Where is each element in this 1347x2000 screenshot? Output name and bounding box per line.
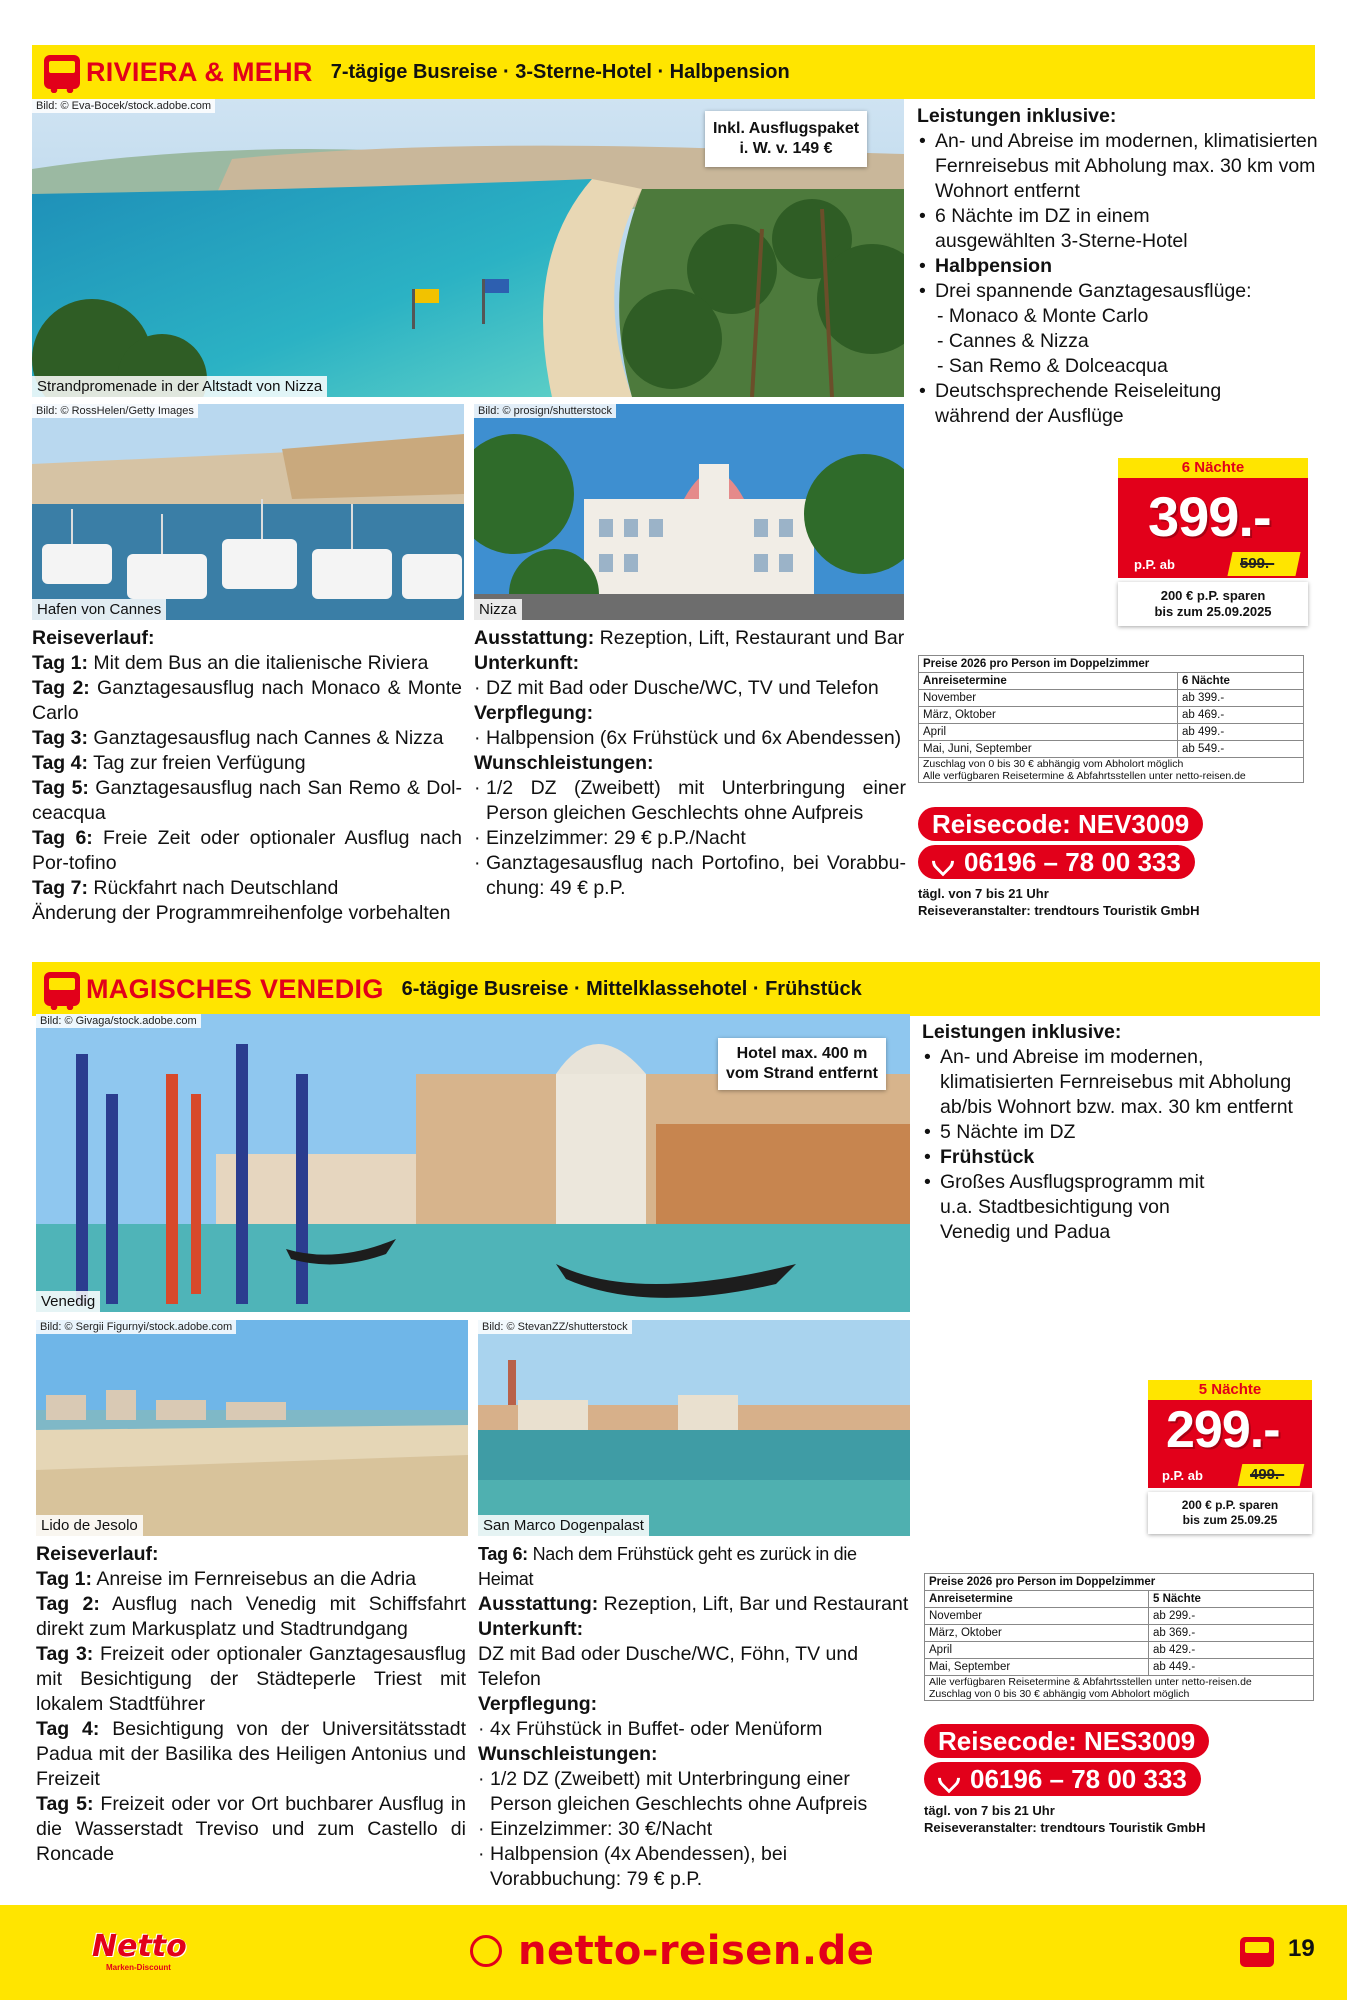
old-price: 499.- xyxy=(1250,1466,1285,1483)
tour-operator: Reiseveranstalter: trendtours Touristik GmbH xyxy=(924,1820,1206,1835)
itinerary-day: Tag 7: Rückfahrt nach Deutschland xyxy=(32,877,339,899)
verpflegung-heading: Verpflegung: xyxy=(478,1693,598,1715)
price-nights-label: 6 Nächte xyxy=(1118,458,1308,478)
price-table xyxy=(918,655,1304,783)
phone-icon xyxy=(933,1762,964,1793)
leistungen-heading: Leistungen inklusive: xyxy=(922,1021,1122,1043)
wunschleistung-item: · Ganztagesausflug nach Portofino, bei Vorabbu-chung: 49 € p.P. xyxy=(474,851,906,901)
price-value: 399.- xyxy=(1148,485,1271,548)
badge-line-2: i. W. v. 149 € xyxy=(739,140,833,157)
leistung-item: • An- und Abreise im modernen, klimatisierten Fernreisebus mit Abholung max. 30 km vom Wohnort entfernt xyxy=(917,129,1337,204)
itinerary-note: Änderung der Programmreihenfolge vorbehalten xyxy=(32,902,451,924)
price-table xyxy=(924,1573,1314,1701)
venedig-photo-left xyxy=(36,1320,468,1536)
service-hours: tägl. von 7 bis 21 Uhr xyxy=(918,886,1049,901)
photo-caption: San Marco Dogenpalast xyxy=(478,1515,649,1536)
itinerary-day: Tag 5: Freizeit oder vor Ort buchbarer Ausflug in die Wasserstadt Treviso und zum Castello di Roncade xyxy=(36,1793,466,1865)
excursion-item: - San Remo & Dolceacqua xyxy=(937,355,1168,377)
table-note: Alle verfügbaren Reisetermine & Abfahrtsstellen unter netto-reisen.de Zuschlag von 0 bis 30 € abhängig vom Abholort möglich xyxy=(925,1676,1314,1701)
table-row: Mai, September ab 449.- xyxy=(925,1659,1314,1676)
unterkunft-heading: Unterkunft: xyxy=(474,652,580,674)
venedig-itinerary xyxy=(36,1542,466,1867)
photo-caption: Hafen von Cannes xyxy=(32,599,166,620)
wunschleistung-item: · 1/2 DZ (Zweibett) mit Unterbringung einer Person gleichen Geschlechts ohne Aufpreis xyxy=(478,1767,912,1817)
table-row: April ab 499.- xyxy=(919,724,1304,741)
table-title: Preise 2026 pro Person im Doppelzimmer xyxy=(925,1574,1314,1591)
page-number: 19 xyxy=(1288,1935,1315,1962)
unterkunft-text: · DZ mit Bad oder Dusche/WC, TV und Telefon xyxy=(474,676,906,701)
unterkunft-heading: Unterkunft: xyxy=(478,1618,584,1640)
phone-number-button[interactable]: 06196 – 78 00 333 xyxy=(924,1762,1201,1796)
leistungen-heading: Leistungen inklusive: xyxy=(917,105,1117,127)
excursion-item: - Cannes & Nizza xyxy=(937,330,1089,352)
website-link[interactable]: netto-reisen.de xyxy=(470,1923,874,1979)
riviera-header-bar xyxy=(32,45,1315,99)
verpflegung-heading: Verpflegung: xyxy=(474,702,594,724)
venedig-subtitle: 6-tägige Busreise · Mittelklassehotel · Frühstück xyxy=(401,977,862,1000)
reisecode-badge: Reisecode: NEV3009 xyxy=(918,807,1203,841)
ausstattung: Ausstattung: Rezeption, Lift, Bar und Restaurant xyxy=(478,1593,909,1615)
cannes-harbour-image xyxy=(32,404,464,620)
riviera-leistungen xyxy=(917,104,1337,429)
page-footer xyxy=(0,1905,1347,2000)
photo-caption: Lido de Jesolo xyxy=(36,1515,143,1536)
riviera-title: RIVIERA & MEHR xyxy=(86,56,313,87)
netto-logo[interactable]: Netto Marken-Discount xyxy=(92,1929,187,1972)
table-row: Mai, Juni, September ab 549.- xyxy=(919,741,1304,758)
jesolo-beach-image xyxy=(36,1320,468,1536)
table-note: Zuschlag von 0 bis 30 € abhängig vom Abholort möglich Alle verfügbaren Reisetermine & Abfahrtsstellen unter netto-reisen.de xyxy=(919,758,1304,783)
table-title: Preise 2026 pro Person im Doppelzimmer xyxy=(919,656,1304,673)
photo-credit: Bild: © RossHelen/Getty Images xyxy=(32,404,198,418)
riviera-photo-right xyxy=(474,404,904,620)
verpflegung-text: · 4x Frühstück in Buffet- oder Menüform xyxy=(478,1717,912,1742)
table-header: 6 Nächte xyxy=(1178,673,1304,690)
bus-icon xyxy=(1240,1937,1274,1967)
leistung-item: • An- und Abreise im modernen, klimatisierten Fernreisebus mit Abholung ab/bis Wohnort bzw. max. 30 km entfernt xyxy=(922,1045,1302,1120)
table-row: März, Oktober ab 469.- xyxy=(919,707,1304,724)
venedig-details xyxy=(478,1542,912,1892)
leistung-item: • Deutschsprechende Reiseleitung während der Ausflüge xyxy=(917,379,1337,429)
wunschleistungen-heading: Wunschleistungen: xyxy=(478,1743,658,1765)
phone-number-button[interactable]: 06196 – 78 00 333 xyxy=(918,845,1195,879)
itinerary-day: Tag 4: Besichtigung von der Universitätsstadt Padua mit der Basilika des Heiligen Antonius und Freizeit xyxy=(36,1718,467,1790)
itinerary-day: Tag 6: Nach dem Frühstück geht es zurück in die Heimat xyxy=(478,1544,857,1589)
tour-operator: Reiseveranstalter: trendtours Touristik GmbH xyxy=(918,903,1200,918)
savings-note: 200 € p.P. sparen bis zum 25.09.25 xyxy=(1148,1492,1312,1534)
itinerary-day: Tag 3: Freizeit oder optionaler Ganztagesausflug mit Besichtigung der Städteperle Triest mit lokalem Stadtführer xyxy=(36,1643,467,1715)
price-nights-label: 5 Nächte xyxy=(1148,1380,1312,1400)
hotel-distance-badge xyxy=(718,1038,886,1090)
bus-icon xyxy=(44,972,80,1006)
savings-note: 200 € p.P. sparen bis zum 25.09.2025 xyxy=(1118,582,1308,626)
itinerary-heading: Reiseverlauf: xyxy=(32,627,155,649)
wunschleistungen-heading: Wunschleistungen: xyxy=(474,752,654,774)
table-row: April ab 429.- xyxy=(925,1642,1314,1659)
wunschleistung-item: · Einzelzimmer: 30 €/Nacht xyxy=(478,1817,912,1842)
photo-credit: Bild: © Eva-Bocek/stock.adobe.com xyxy=(32,99,215,113)
price-value: 299.- xyxy=(1166,1401,1280,1459)
badge-line-1: Hotel max. 400 m xyxy=(736,1045,868,1062)
table-header: 5 Nächte xyxy=(1149,1591,1314,1608)
itinerary-day: Tag 2: Ganztagesausflug nach Monaco & Monte Carlo xyxy=(32,677,462,724)
itinerary-day: Tag 1: Anreise im Fernreisebus an die Adria xyxy=(36,1568,417,1590)
venedig-leistungen xyxy=(922,1020,1302,1245)
badge-line-2: vom Strand entfernt xyxy=(725,1065,878,1082)
itinerary-day: Tag 4: Tag zur freien Verfügung xyxy=(32,752,306,774)
phone-icon xyxy=(927,845,958,876)
photo-credit: Bild: © prosign/shutterstock xyxy=(474,404,616,418)
leistung-item: • Großes Ausflugsprogramm mit u.a. Stadtbesichtigung von Venedig und Padua xyxy=(922,1170,1302,1245)
excursion-package-badge xyxy=(705,111,867,167)
photo-credit: Bild: © StevanZZ/shutterstock xyxy=(478,1320,632,1334)
price-box xyxy=(1118,478,1308,578)
leistung-item: • Drei spannende Ganztagesausflüge: xyxy=(917,279,1337,304)
leistung-item: • Halbpension xyxy=(917,254,1337,279)
wunschleistung-item: · Einzelzimmer: 29 € p.P./Nacht xyxy=(474,826,906,851)
photo-caption: Nizza xyxy=(474,599,522,620)
riviera-photo-left xyxy=(32,404,464,620)
itinerary-day: Tag 2: Ausflug nach Venedig mit Schiffsfahrt direkt zum Markusplatz und Stadtrundgang xyxy=(36,1593,466,1640)
price-per-person-label: p.P. ab xyxy=(1162,1468,1203,1483)
table-row: November ab 399.- xyxy=(919,690,1304,707)
venedig-main-photo xyxy=(36,1014,910,1312)
venedig-header-bar xyxy=(32,962,1320,1016)
verpflegung-text: · Halbpension (6x Frühstück und 6x Abendessen) xyxy=(474,726,906,751)
leistung-item: • 5 Nächte im DZ xyxy=(922,1120,1302,1145)
netto-scottie-icon xyxy=(470,1935,502,1967)
excursion-item: - Monaco & Monte Carlo xyxy=(937,305,1149,327)
wunschleistung-item: · 1/2 DZ (Zweibett) mit Unterbringung einer Person gleichen Geschlechts ohne Aufpreis xyxy=(474,776,906,826)
reisecode-badge: Reisecode: NES3009 xyxy=(924,1724,1209,1758)
bus-icon xyxy=(44,55,80,89)
ausstattung: Ausstattung: Rezeption, Lift, Restaurant und Bar xyxy=(474,627,905,649)
nice-hotel-image xyxy=(474,404,904,620)
service-hours: tägl. von 7 bis 21 Uhr xyxy=(924,1803,1055,1818)
price-box xyxy=(1148,1400,1312,1488)
table-row: März, Oktober ab 369.- xyxy=(925,1625,1314,1642)
photo-credit: Bild: © Sergii Figurnyi/stock.adobe.com xyxy=(36,1320,236,1334)
table-header: Anreisetermine xyxy=(925,1591,1149,1608)
riviera-main-photo xyxy=(32,99,904,397)
venedig-title: MAGISCHES VENEDIG xyxy=(86,973,384,1004)
photo-caption: Strandpromenade in der Altstadt von Nizza xyxy=(32,376,327,397)
riviera-itinerary xyxy=(32,626,462,926)
itinerary-day: Tag 5: Ganztagesausflug nach San Remo & Dol-ceacqua xyxy=(32,777,462,824)
price-per-person-label: p.P. ab xyxy=(1134,557,1175,572)
table-row: November ab 299.- xyxy=(925,1608,1314,1625)
itinerary-day: Tag 3: Ganztagesausflug nach Cannes & Nizza xyxy=(32,727,444,749)
riviera-details xyxy=(474,626,906,901)
photo-credit: Bild: © Givaga/stock.adobe.com xyxy=(36,1014,201,1028)
old-price: 599.- xyxy=(1240,555,1275,572)
itinerary-day: Tag 6: Freie Zeit oder optionaler Ausflug nach Por-tofino xyxy=(32,827,463,874)
leistung-item: • 6 Nächte im DZ in einem ausgewählten 3-Sterne-Hotel xyxy=(917,204,1337,254)
badge-line-1: Inkl. Ausflugspaket xyxy=(712,120,860,137)
leistung-item: • Frühstück xyxy=(922,1145,1302,1170)
photo-caption: Venedig xyxy=(36,1291,100,1312)
itinerary-heading: Reiseverlauf: xyxy=(36,1543,159,1565)
wunschleistung-item: · Halbpension (4x Abendessen), bei Vorabbuchung: 79 € p.P. xyxy=(478,1842,912,1892)
unterkunft-text: DZ mit Bad oder Dusche/WC, Föhn, TV und Telefon xyxy=(478,1643,859,1690)
san-marco-image xyxy=(478,1320,910,1536)
riviera-subtitle: 7-tägige Busreise · 3-Sterne-Hotel · Halbpension xyxy=(330,60,790,83)
itinerary-day: Tag 1: Mit dem Bus an die italienische Riviera xyxy=(32,652,429,674)
venedig-photo-right xyxy=(478,1320,910,1536)
table-header: Anreisetermine xyxy=(919,673,1178,690)
